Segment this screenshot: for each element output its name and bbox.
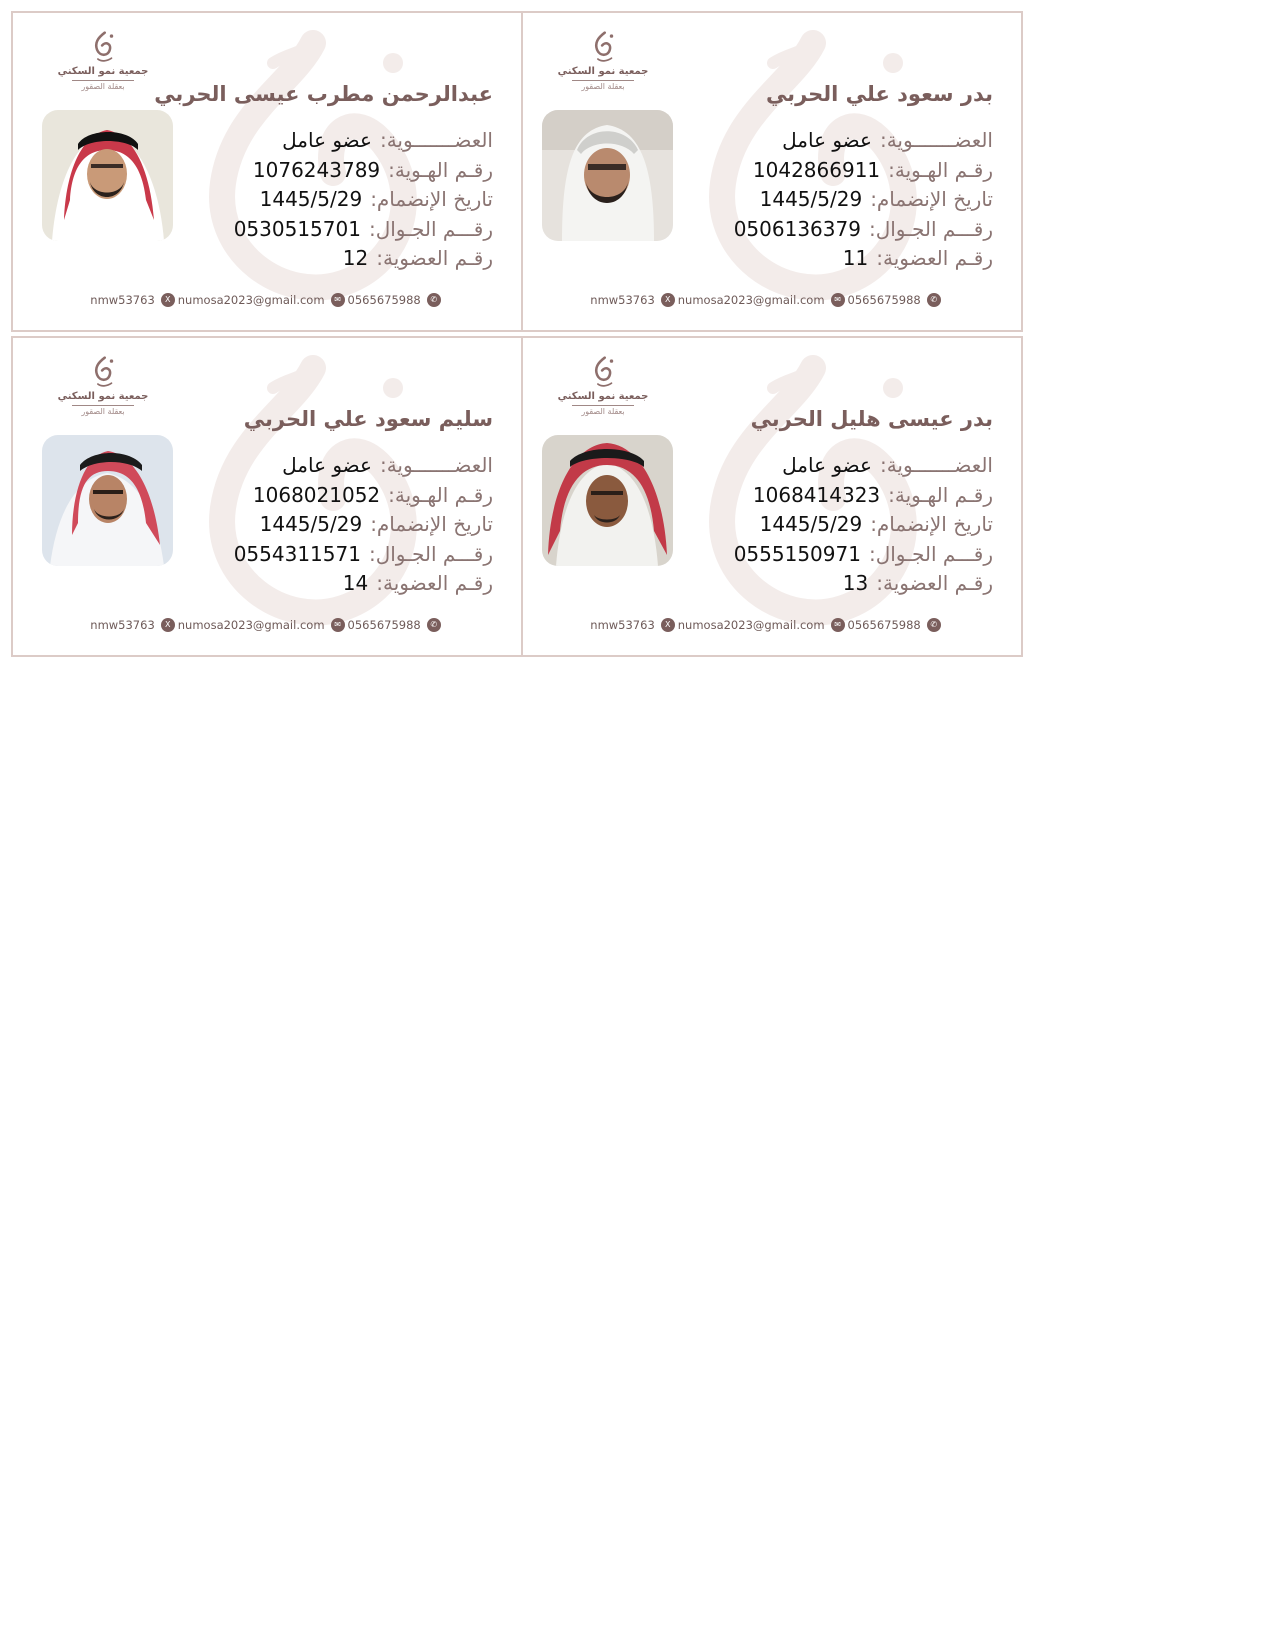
id-row [734, 156, 993, 186]
logo-name: جمعية نمو السكني [57, 391, 149, 402]
membership-label: العضـــــــوية: [379, 453, 493, 477]
email-address: numosa2023@gmail.com [677, 292, 825, 307]
join-date-value: 1445/5/29 [259, 187, 363, 211]
x-icon: X [161, 618, 175, 632]
association-logo [553, 31, 653, 103]
member-details [234, 451, 493, 599]
phone-number: 0565675988 [847, 617, 921, 632]
twitter-handle: nmw53763 [590, 292, 655, 307]
phone-icon: ✆ [927, 618, 941, 632]
join-date-label: تاريخ الإنضمام: [370, 187, 493, 211]
id-row [234, 156, 493, 186]
membership-value: عضو عامل [282, 453, 372, 477]
twitter-handle: nmw53763 [90, 617, 155, 632]
member-number-row [234, 244, 493, 274]
member-number-value: 14 [342, 571, 369, 595]
join-date-label: تاريخ الإنضمام: [870, 512, 993, 536]
id-label: رقـم الهـوية: [388, 157, 493, 182]
twitter-handle: nmw53763 [90, 292, 155, 307]
x-icon: X [161, 293, 175, 307]
membership-row [734, 126, 993, 156]
logo-subtitle: بعقلة الصقور [81, 407, 125, 416]
membership-row [734, 451, 993, 481]
member-number-row [234, 569, 493, 599]
mobile-label: رقـــم الجـوال: [868, 541, 993, 566]
logo-subtitle: بعقلة الصقور [581, 82, 625, 91]
phone-icon: ✆ [927, 293, 941, 307]
id-label: رقـم الهـوية: [888, 482, 993, 507]
member-number-label: رقـم العضوية: [376, 571, 493, 595]
phone-icon: ✆ [427, 293, 441, 307]
member-details [734, 451, 993, 599]
member-card [11, 11, 523, 332]
membership-value: عضو عامل [782, 128, 872, 152]
member-name: سليم سعود علي الحربي [243, 407, 493, 431]
member-number-label: رقـم العضوية: [376, 246, 493, 270]
member-name: بدر سعود علي الحربي [765, 82, 993, 106]
member-details [734, 126, 993, 274]
id-label: رقـم الهـوية: [388, 482, 493, 507]
mail-icon: ✉ [331, 293, 345, 307]
mobile-value: 0554311571 [233, 541, 361, 566]
join-date-label: تاريخ الإنضمام: [870, 187, 993, 211]
join-date-row [234, 185, 493, 215]
join-date-value: 1445/5/29 [759, 512, 863, 536]
membership-row [234, 126, 493, 156]
membership-row [234, 451, 493, 481]
id-value: 1068414323 [752, 482, 881, 507]
email-address: numosa2023@gmail.com [177, 292, 325, 307]
logo-icon [586, 356, 620, 390]
id-value: 1068021052 [252, 482, 381, 507]
member-number-value: 12 [342, 246, 369, 270]
member-number-row [734, 569, 993, 599]
member-photo [542, 110, 673, 241]
phone-number: 0565675988 [347, 617, 421, 632]
logo-subtitle: بعقلة الصقور [81, 82, 125, 91]
join-date-row [734, 510, 993, 540]
member-number-label: رقـم العضوية: [876, 571, 993, 595]
membership-label: العضـــــــوية: [879, 453, 993, 477]
x-icon: X [661, 618, 675, 632]
membership-label: العضـــــــوية: [379, 128, 493, 152]
logo-icon [586, 31, 620, 65]
join-date-row [734, 185, 993, 215]
x-icon: X [661, 293, 675, 307]
association-logo [53, 31, 153, 103]
association-logo [553, 356, 653, 428]
mobile-row [734, 215, 993, 245]
card-footer [513, 292, 1021, 307]
id-row [734, 481, 993, 511]
member-card [511, 11, 1023, 332]
mobile-label: رقـــم الجـوال: [368, 541, 493, 566]
member-number-value: 11 [842, 246, 869, 270]
logo-name: جمعية نمو السكني [57, 66, 149, 77]
logo-name: جمعية نمو السكني [557, 391, 649, 402]
member-card [511, 336, 1023, 657]
membership-value: عضو عامل [282, 128, 372, 152]
mobile-row [734, 540, 993, 570]
logo-icon [86, 356, 120, 390]
member-details [234, 126, 493, 274]
mobile-value: 0506136379 [733, 216, 861, 241]
member-name: عبدالرحمن مطرب عيسى الحربي [154, 82, 493, 106]
phone-number: 0565675988 [347, 292, 421, 307]
join-date-value: 1445/5/29 [259, 512, 363, 536]
join-date-label: تاريخ الإنضمام: [370, 512, 493, 536]
member-number-row [734, 244, 993, 274]
twitter-handle: nmw53763 [590, 617, 655, 632]
card-footer [13, 292, 521, 307]
id-row [234, 481, 493, 511]
member-photo [42, 110, 173, 241]
member-photo [42, 435, 173, 566]
id-label: رقـم الهـوية: [888, 157, 993, 182]
mobile-label: رقـــم الجـوال: [868, 216, 993, 241]
logo-name: جمعية نمو السكني [557, 66, 649, 77]
id-value: 1076243789 [252, 157, 381, 182]
logo-icon [86, 31, 120, 65]
member-number-value: 13 [842, 571, 869, 595]
email-address: numosa2023@gmail.com [177, 617, 325, 632]
mail-icon: ✉ [331, 618, 345, 632]
phone-number: 0565675988 [847, 292, 921, 307]
mobile-row [234, 540, 493, 570]
mail-icon: ✉ [831, 293, 845, 307]
member-name: بدر عيسى هليل الحربي [750, 407, 993, 431]
phone-icon: ✆ [427, 618, 441, 632]
email-address: numosa2023@gmail.com [677, 617, 825, 632]
join-date-value: 1445/5/29 [759, 187, 863, 211]
mail-icon: ✉ [831, 618, 845, 632]
mobile-row [234, 215, 493, 245]
member-number-label: رقـم العضوية: [876, 246, 993, 270]
logo-subtitle: بعقلة الصقور [581, 407, 625, 416]
mobile-label: رقـــم الجـوال: [368, 216, 493, 241]
id-value: 1042866911 [752, 157, 881, 182]
mobile-value: 0555150971 [733, 541, 861, 566]
membership-value: عضو عامل [782, 453, 872, 477]
membership-label: العضـــــــوية: [879, 128, 993, 152]
member-photo [542, 435, 673, 566]
join-date-row [234, 510, 493, 540]
member-card [11, 336, 523, 657]
card-footer [513, 617, 1021, 632]
mobile-value: 0530515701 [233, 216, 361, 241]
association-logo [53, 356, 153, 428]
card-footer [13, 617, 521, 632]
